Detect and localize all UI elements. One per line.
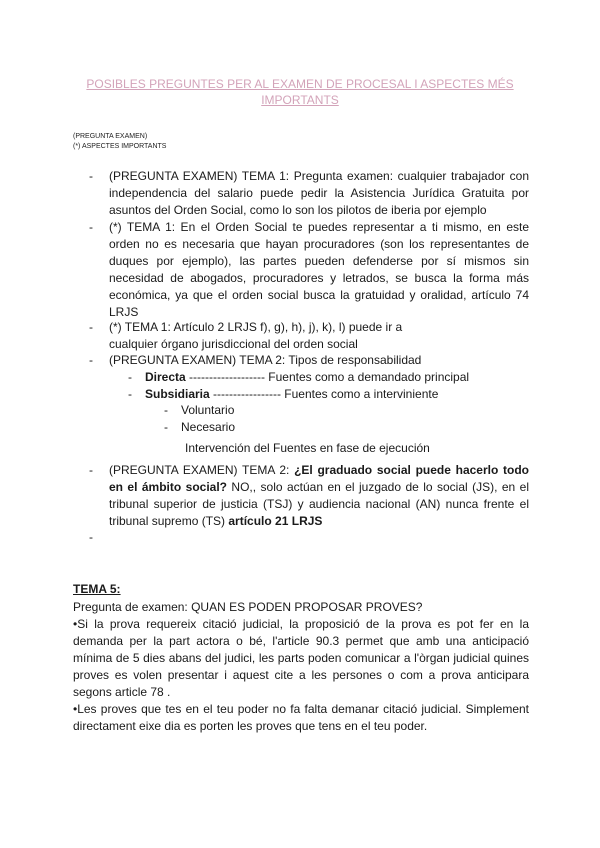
legend-aspectes-importants: (*) ASPECTES IMPORTANTS <box>73 143 167 150</box>
sub-item-voluntario: Voluntario <box>181 403 235 417</box>
title-line-1: POSIBLES PREGUNTES PER AL EXAMEN DE PROCESAL I ASPECTES MÉS <box>86 77 514 91</box>
bullet-item-3: (*) TEMA 1: Artículo 2 LRJS f), g), h), j), k), l) puede ir a cualquier órgano jurisdiccional del orden social <box>109 320 403 351</box>
tema5-question: Pregunta de examen: QUAN ES PODEN PROPOSAR PROVES? <box>73 600 423 614</box>
bullet-dash: - <box>89 220 93 234</box>
sub-item-necesario: Necesario <box>181 420 236 434</box>
bullet-dash-empty: - <box>89 530 93 544</box>
sub-sub-bullet-dash: - <box>164 420 168 434</box>
b5-answer: NO,, solo actúan en el juzgado de lo social (JS), en el tribunal superior de justicia (TSJ) y audiencia nacional (AN) nunca frente el tribunal supremo (TS) <box>109 480 530 528</box>
bullet-item-4: (PREGUNTA EXAMEN) TEMA 2: Tipos de responsabilidad <box>109 353 422 367</box>
sub-sub-bullet-dash: - <box>164 403 168 417</box>
b5-article: artículo 21 LRJS <box>228 514 323 528</box>
legend-pregunta-examen: (PREGUNTA EXAMEN) <box>73 133 148 140</box>
bullet-item-1: (PREGUNTA EXAMEN) TEMA 1: Pregunta examen: cualquier trabajador con independencia del salario puede pedir la Asistencia Jurídica Gratuita por asuntos del Orden Social, como lo son los pilotos de iberia por ejemplo <box>109 169 529 217</box>
bullet-item-2: (*) TEMA 1: En el Orden Social te puedes representar a ti mismo, en este orden no es necesaria que hayan procuradores (son los representantes de duques por ejemplo), las partes pueden defenderse por sí mismos sin necesidad de abogados, procuradores y letrados, se busca la forma más económica, ya que el orden social busca la gratuidad y oralidad, artículo 74 LRJS <box>109 220 529 319</box>
sub-item-subsidiaria <box>145 386 525 403</box>
directa-text: ------------------- Fuentes como a demandado principal <box>185 370 470 384</box>
b5-question: ¿El graduado social puede hacerlo todo en el ámbito social? <box>109 463 529 494</box>
bullet-dash: - <box>89 169 93 183</box>
document-title <box>70 76 530 108</box>
directa-label: Directa <box>145 370 186 384</box>
bullet-item-5 <box>109 462 529 530</box>
tema5-paragraph-2: •Les proves que tes en el teu poder no fa falta demanar citació judicial. Simplement directament eixe dia es porten les proves que tens en el teu poder. <box>73 702 529 733</box>
sub-item-directa <box>145 369 525 386</box>
sub-bullet-dash: - <box>128 370 132 384</box>
intervencion-text: Intervención del Fuentes en fase de ejecución <box>185 441 430 455</box>
b5-prefix: (PREGUNTA EXAMEN) TEMA 2: <box>109 463 295 477</box>
title-line-2: IMPORTANTS <box>261 93 339 107</box>
tema5-paragraph-1: •Si la prova requereix citació judicial, la proposició de la prova es pot fer en la demanda per la part actora o bé, l'article 90.3 permet que amb una anticipació mínima de 5 dies abans del judici, les parts poden comunicar a l'òrgan judicial quines proves es volen presentar i aquest cite a les persones o com a prova anticipara segons article 78 . <box>73 617 529 699</box>
bullet-dash: - <box>89 320 93 334</box>
bullet-dash: - <box>89 463 93 477</box>
subsidiaria-text: ----------------- Fuentes como a interviniente <box>209 387 439 401</box>
tema5-heading: TEMA 5: <box>73 582 121 596</box>
bullet-dash: - <box>89 353 93 367</box>
subsidiaria-label: Subsidiaria <box>145 387 210 401</box>
sub-bullet-dash: - <box>128 387 132 401</box>
